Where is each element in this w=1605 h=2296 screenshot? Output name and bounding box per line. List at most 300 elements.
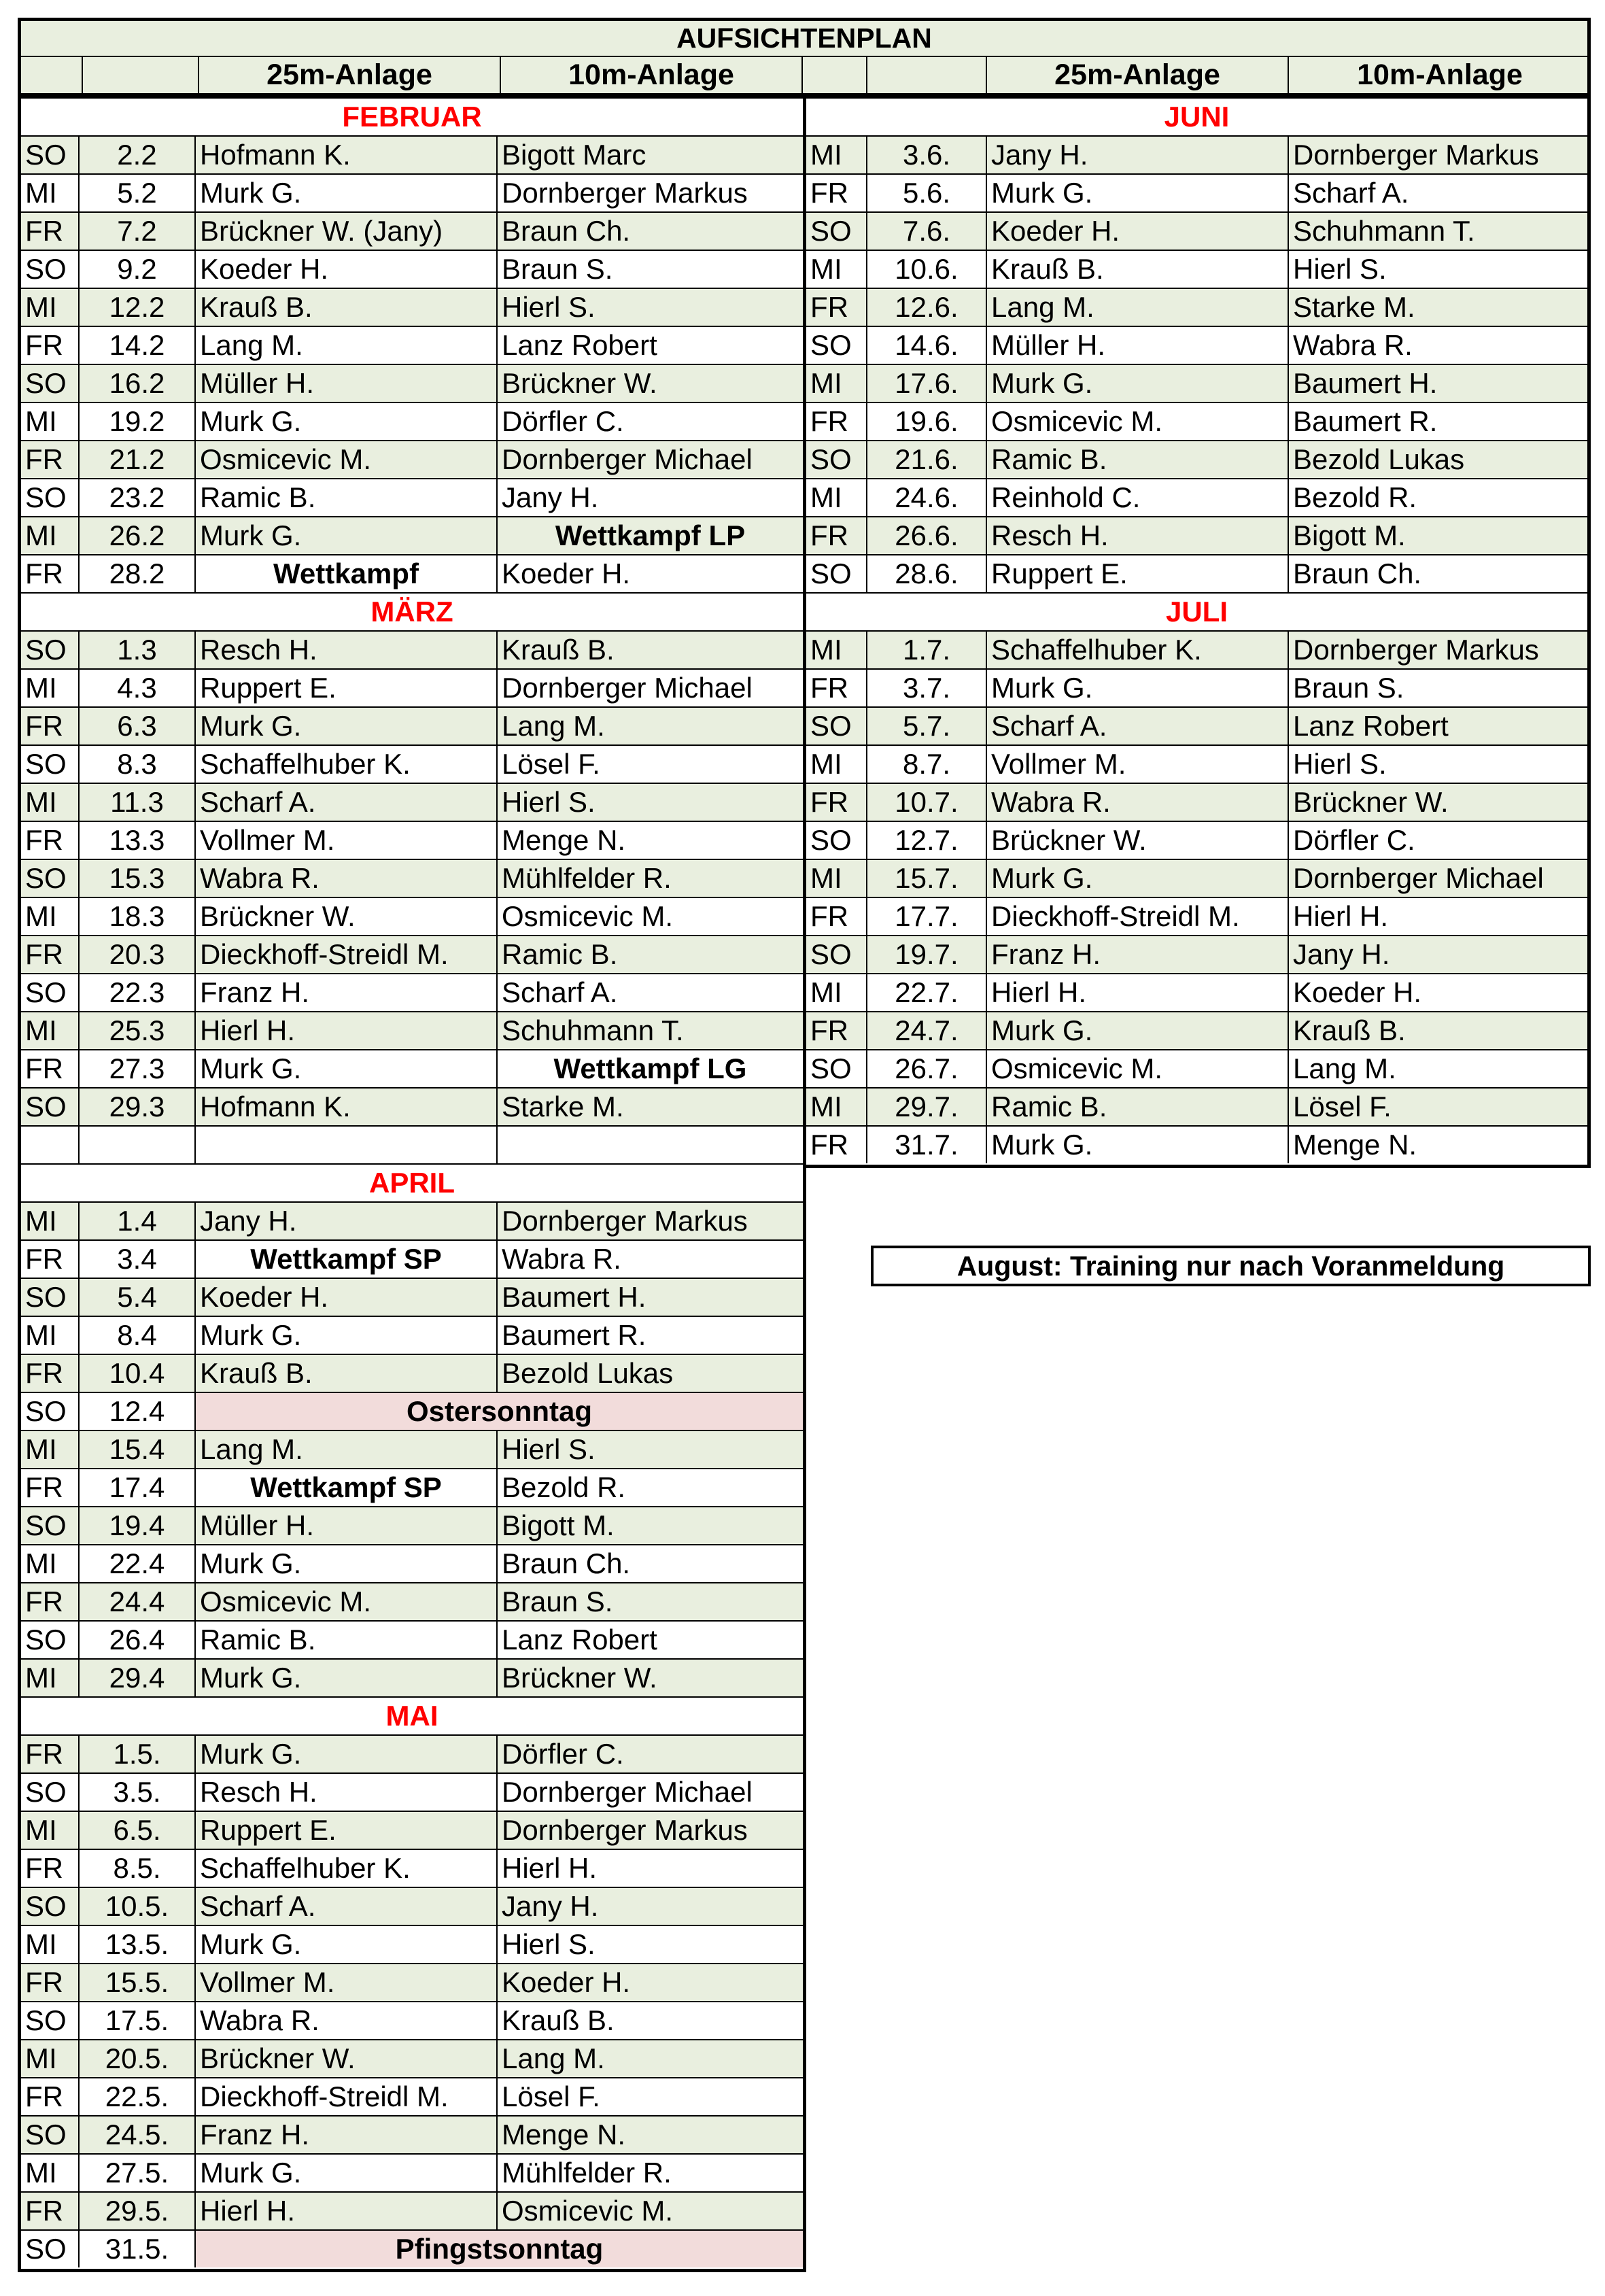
- supervisor-10m-cell: Wettkampf LG: [553, 1052, 747, 1084]
- weekday-cell: MI: [21, 289, 80, 326]
- weekday-cell: SO: [806, 1050, 867, 1087]
- holiday-cell: Pfingstsonntag: [196, 2231, 803, 2267]
- date-cell: 27.5.: [80, 2155, 196, 2191]
- schedule-row: [806, 1050, 1587, 1089]
- date-cell: 29.5.: [80, 2193, 196, 2229]
- supervisor-10m-cell: Lösel F.: [502, 2080, 600, 2112]
- weekday-cell: MI: [21, 670, 80, 706]
- supervisor-25m-cell: Jany H.: [987, 137, 1289, 173]
- weekday-cell: MI: [806, 974, 867, 1011]
- supervisor-10m-cell: Koeder H.: [502, 1966, 631, 1998]
- weekday-cell: MI: [21, 517, 80, 554]
- supervisor-25m-cell: Müller H.: [196, 1507, 498, 1544]
- supervisor-25m-cell: Brückner W.: [987, 822, 1289, 859]
- weekday-cell: MI: [21, 2040, 80, 2077]
- weekday-cell: [21, 1127, 80, 1163]
- supervisor-25m-cell: Brückner W. (Jany): [196, 213, 498, 250]
- supervisor-25m-cell: Ramic B.: [987, 441, 1289, 478]
- supervisor-25m-cell: Koeder H.: [196, 1279, 498, 1316]
- weekday-cell: FR: [21, 441, 80, 478]
- plan-title: AUFSICHTENPLAN: [18, 18, 1591, 57]
- supervisor-10m-cell: Osmicevic M.: [502, 900, 673, 932]
- date-cell: 25.3: [80, 1012, 196, 1049]
- schedule-row: [21, 441, 803, 479]
- date-cell: 29.4: [80, 1660, 196, 1696]
- date-cell: 31.5.: [80, 2231, 196, 2267]
- supervisor-25m-cell: Murk G.: [987, 365, 1289, 402]
- schedule-row: [806, 517, 1587, 555]
- supervisor-10m-cell: Wettkampf LP: [555, 519, 746, 551]
- schedule-row: [21, 1660, 803, 1698]
- supervisor-10m-cell: Krauß B.: [1293, 1014, 1406, 1046]
- date-cell: 10.6.: [867, 251, 987, 288]
- weekday-cell: SO: [21, 746, 80, 783]
- schedule-row: [21, 1622, 803, 1660]
- weekday-cell: FR: [21, 936, 80, 973]
- weekday-cell: FR: [806, 784, 867, 821]
- weekday-cell: SO: [21, 1089, 80, 1125]
- header-25m-left: 25m-Anlage: [199, 57, 501, 93]
- weekday-cell: FR: [21, 1850, 80, 1887]
- schedule-row: [806, 251, 1587, 289]
- month-header: APRIL: [21, 1165, 803, 1203]
- date-cell: 24.6.: [867, 479, 987, 516]
- date-cell: 15.5.: [80, 1964, 196, 2001]
- schedule-row: [806, 479, 1587, 517]
- weekday-cell: SO: [806, 936, 867, 973]
- weekday-cell: MI: [806, 860, 867, 897]
- weekday-cell: SO: [21, 1279, 80, 1316]
- supervisor-10m-cell: Jany H.: [1293, 938, 1390, 970]
- schedule-row: [21, 2155, 803, 2193]
- date-cell: 1.7.: [867, 632, 987, 668]
- supervisor-10m-cell: Hierl S.: [1293, 253, 1387, 285]
- supervisor-25m-cell: Hofmann K.: [196, 137, 498, 173]
- supervisor-25m-cell: Dieckhoff-Streidl M.: [196, 2078, 498, 2115]
- weekday-cell: FR: [21, 1583, 80, 1620]
- date-cell: 1.3: [80, 632, 196, 668]
- weekday-cell: FR: [806, 1012, 867, 1049]
- supervisor-10m-cell: Osmicevic M.: [502, 2195, 673, 2227]
- schedule-row: [21, 2078, 803, 2117]
- schedule-row: [21, 898, 803, 936]
- supervisor-10m-cell: Bezold Lukas: [502, 1357, 674, 1389]
- date-cell: 5.7.: [867, 708, 987, 744]
- date-cell: 15.4: [80, 1431, 196, 1468]
- schedule-row: [21, 1089, 803, 1127]
- date-cell: 17.6.: [867, 365, 987, 402]
- supervisor-10m-cell: Lösel F.: [1293, 1091, 1392, 1123]
- weekday-cell: FR: [21, 327, 80, 364]
- date-cell: 31.7.: [867, 1127, 987, 1163]
- supervisor-10m-cell: Dornberger Markus: [502, 1814, 748, 1846]
- supervisor-10m-cell: Bigott M.: [1293, 519, 1406, 551]
- date-cell: 17.4: [80, 1469, 196, 1506]
- schedule-row: [806, 898, 1587, 936]
- supervisor-10m-cell: Jany H.: [502, 481, 599, 513]
- weekday-cell: MI: [21, 784, 80, 821]
- header-empty-cell: [83, 57, 199, 93]
- supervisor-10m-cell: Bigott Marc: [502, 139, 646, 171]
- weekday-cell: FR: [21, 1964, 80, 2001]
- supervisor-25m-cell: Murk G.: [987, 1127, 1289, 1163]
- supervisor-10m-cell: Bezold R.: [1293, 481, 1417, 513]
- date-cell: 26.6.: [867, 517, 987, 554]
- weekday-cell: SO: [806, 213, 867, 250]
- date-cell: 10.7.: [867, 784, 987, 821]
- header-empty-cell: [803, 57, 867, 93]
- weekday-cell: SO: [21, 365, 80, 402]
- supervisor-25m-cell: Vollmer M.: [196, 822, 498, 859]
- date-cell: 5.2: [80, 175, 196, 211]
- supervisor-10m-cell: Wabra R.: [1293, 329, 1413, 361]
- supervisor-25m-cell: Schaffelhuber K.: [196, 1850, 498, 1887]
- supervisor-25m-cell: Resch H.: [196, 1774, 498, 1811]
- date-cell: 2.2: [80, 137, 196, 173]
- supervisor-25m-cell: Murk G.: [196, 403, 498, 440]
- supervisor-10m-cell: Krauß B.: [502, 2004, 615, 2036]
- supervisor-10m-cell: Lanz Robert: [502, 1624, 657, 1656]
- supervisor-10m-cell: Scharf A.: [1293, 177, 1409, 209]
- weekday-cell: MI: [806, 365, 867, 402]
- supervisor-25m-cell: Murk G.: [196, 517, 498, 554]
- supervisor-25m-cell: Brückner W.: [196, 898, 498, 935]
- weekday-cell: SO: [806, 708, 867, 744]
- date-cell: 12.4: [80, 1393, 196, 1430]
- date-cell: 21.2: [80, 441, 196, 478]
- schedule-row: [806, 327, 1587, 365]
- schedule-row: [806, 289, 1587, 327]
- supervisor-25m-cell: Hierl H.: [196, 2193, 498, 2229]
- weekday-cell: MI: [21, 1012, 80, 1049]
- supervisor-25m-cell: Dieckhoff-Streidl M.: [196, 936, 498, 973]
- supervisor-25m-cell: Müller H.: [196, 365, 498, 402]
- supervisor-10m-cell: Dornberger Michael: [502, 1776, 753, 1808]
- supervisor-25m-cell: Ruppert E.: [196, 670, 498, 706]
- supervisor-25m-cell: Murk G.: [987, 670, 1289, 706]
- schedule-row: [21, 1127, 803, 1165]
- supervisor-25m-cell: Krauß B.: [987, 251, 1289, 288]
- supervisor-25m-cell: Franz H.: [987, 936, 1289, 973]
- weekday-cell: SO: [21, 137, 80, 173]
- date-cell: 14.6.: [867, 327, 987, 364]
- supervisor-25m-cell: Franz H.: [196, 2117, 498, 2153]
- schedule-row: [806, 1089, 1587, 1127]
- supervisor-10m-cell: Braun Ch.: [502, 215, 631, 247]
- schedule-row: [21, 670, 803, 708]
- supervisor-25m-cell: Osmicevic M.: [987, 1050, 1289, 1087]
- supervisor-10m-cell: Braun S.: [502, 1586, 613, 1617]
- weekday-cell: FR: [21, 708, 80, 744]
- date-cell: 15.7.: [867, 860, 987, 897]
- supervisor-10m-cell: Hierl S.: [502, 1433, 596, 1465]
- supervisor-25m-cell: Vollmer M.: [987, 746, 1289, 783]
- supervisor-10m-cell: Menge N.: [502, 824, 626, 856]
- supervisor-10m-cell: Lanz Robert: [1293, 710, 1449, 742]
- date-cell: 26.2: [80, 517, 196, 554]
- date-cell: 26.7.: [867, 1050, 987, 1087]
- weekday-cell: FR: [21, 1241, 80, 1278]
- schedule-row: [21, 1393, 803, 1431]
- weekday-cell: FR: [21, 2193, 80, 2229]
- supervisor-25m-cell: Schaffelhuber K.: [987, 632, 1289, 668]
- supervisor-25m-cell: Osmicevic M.: [196, 441, 498, 478]
- supervisor-25m-cell: Osmicevic M.: [196, 1583, 498, 1620]
- supervisor-10m-cell: Braun Ch.: [502, 1547, 631, 1579]
- date-cell: 5.6.: [867, 175, 987, 211]
- weekday-cell: FR: [21, 1736, 80, 1772]
- weekday-cell: SO: [21, 2117, 80, 2153]
- header-10m-right: 10m-Anlage: [1357, 58, 1523, 91]
- schedule-row: [806, 137, 1587, 175]
- supervisor-10m-cell: Lang M.: [502, 2042, 605, 2074]
- schedule-row: [21, 632, 803, 670]
- weekday-cell: FR: [806, 175, 867, 211]
- weekday-cell: FR: [21, 555, 80, 592]
- schedule-row: [806, 974, 1587, 1012]
- supervisor-25m-cell: Murk G.: [987, 860, 1289, 897]
- supervisor-10m-cell: Lang M.: [502, 710, 605, 742]
- weekday-cell: SO: [806, 555, 867, 592]
- schedule-row: [21, 479, 803, 517]
- weekday-cell: MI: [21, 403, 80, 440]
- supervisor-25m-cell: Ramic B.: [196, 479, 498, 516]
- weekday-cell: FR: [806, 289, 867, 326]
- schedule-row: [806, 441, 1587, 479]
- schedule-row: [21, 2231, 803, 2269]
- supervisor-10m-cell: Baumert R.: [1293, 405, 1438, 437]
- supervisor-10m-cell: Dornberger Markus: [1293, 634, 1539, 666]
- weekday-cell: FR: [21, 822, 80, 859]
- date-cell: 11.3: [80, 784, 196, 821]
- supervisor-25m-cell: Ramic B.: [987, 1089, 1289, 1125]
- schedule-row: [806, 175, 1587, 213]
- schedule-row: [21, 784, 803, 822]
- date-cell: 7.6.: [867, 213, 987, 250]
- month-header: MÄRZ: [21, 594, 803, 632]
- supervisor-25m-cell: Müller H.: [987, 327, 1289, 364]
- supervisor-10m-cell: Dörfler C.: [1293, 824, 1415, 856]
- supervisor-10m-cell: Mühlfelder R.: [502, 2157, 672, 2189]
- weekday-cell: MI: [21, 898, 80, 935]
- date-cell: 3.6.: [867, 137, 987, 173]
- schedule-row: [21, 1812, 803, 1850]
- supervisor-10m-cell: Dornberger Michael: [502, 443, 753, 475]
- date-cell: 20.3: [80, 936, 196, 973]
- supervisor-25m-cell: Murk G.: [196, 1050, 498, 1087]
- supervisor-25m-cell: Hierl H.: [196, 1012, 498, 1049]
- schedule-row: [21, 327, 803, 365]
- supervisor-10m-cell: Scharf A.: [502, 976, 618, 1008]
- supervisor-10m-cell: Hierl S.: [502, 786, 596, 818]
- schedule-row: [806, 632, 1587, 670]
- date-cell: 1.5.: [80, 1736, 196, 1772]
- supervisor-25m-cell: Murk G.: [196, 708, 498, 744]
- date-cell: 8.3: [80, 746, 196, 783]
- supervisor-10m-cell: Dornberger Michael: [1293, 862, 1544, 894]
- schedule-row: [21, 1583, 803, 1622]
- weekday-cell: FR: [806, 898, 867, 935]
- weekday-cell: MI: [21, 2155, 80, 2191]
- schedule-row: [21, 1926, 803, 1964]
- schedule-row: [21, 1431, 803, 1469]
- supervisor-10m-cell: Schuhmann T.: [1293, 215, 1475, 247]
- schedule-row: [21, 1888, 803, 1926]
- schedule-row: [806, 746, 1587, 784]
- supervisor-10m-cell: Bezold R.: [502, 1471, 626, 1503]
- date-cell: 12.2: [80, 289, 196, 326]
- supervisor-10m-cell: Dörfler C.: [502, 405, 624, 437]
- date-cell: 12.7.: [867, 822, 987, 859]
- schedule-row: [21, 1203, 803, 1241]
- schedule-row: [21, 1012, 803, 1050]
- weekday-cell: FR: [806, 670, 867, 706]
- supervisor-10m-cell: Bigott M.: [502, 1509, 615, 1541]
- supervisor-25m-cell: Murk G.: [196, 1926, 498, 1963]
- weekday-cell: SO: [21, 1774, 80, 1811]
- supervisor-10m-cell: Bezold Lukas: [1293, 443, 1465, 475]
- weekday-cell: SO: [21, 974, 80, 1011]
- schedule-row: [806, 670, 1587, 708]
- supervisor-25m-cell: Wabra R.: [987, 784, 1289, 821]
- supervisor-25m-cell: Murk G.: [196, 175, 498, 211]
- supervisor-10m-cell: Brückner W.: [502, 1662, 657, 1694]
- date-cell: 6.3: [80, 708, 196, 744]
- date-cell: 17.5.: [80, 2002, 196, 2039]
- schedule-row: [21, 1317, 803, 1355]
- schedule-row: [806, 936, 1587, 974]
- weekday-cell: SO: [21, 1622, 80, 1658]
- supervisor-25m-cell: Wabra R.: [196, 860, 498, 897]
- weekday-cell: SO: [21, 1393, 80, 1430]
- schedule-row: [806, 1127, 1587, 1165]
- month-header: JUNI: [806, 99, 1587, 137]
- date-cell: 13.5.: [80, 1926, 196, 1963]
- date-cell: 1.4: [80, 1203, 196, 1239]
- schedule-row: [806, 1012, 1587, 1050]
- schedule-row: [21, 1545, 803, 1583]
- supervisor-10m-cell: Dornberger Markus: [502, 177, 748, 209]
- weekday-cell: MI: [21, 1317, 80, 1354]
- supervisor-25m-cell: Krauß B.: [196, 289, 498, 326]
- supervisor-25m-cell: Murk G.: [196, 1660, 498, 1696]
- date-cell: 19.7.: [867, 936, 987, 973]
- date-cell: 22.3: [80, 974, 196, 1011]
- weekday-cell: SO: [21, 251, 80, 288]
- schedule-row: [21, 137, 803, 175]
- supervisor-25m-cell: Wettkampf SP: [196, 1241, 498, 1278]
- weekday-cell: MI: [806, 251, 867, 288]
- supervisor-25m-cell: Resch H.: [987, 517, 1289, 554]
- date-cell: 5.4: [80, 1279, 196, 1316]
- schedule-row: [21, 1507, 803, 1545]
- schedule-row: [806, 822, 1587, 860]
- header-empty-cell: [867, 57, 987, 93]
- supervisor-25m-cell: Brückner W.: [196, 2040, 498, 2077]
- date-cell: 19.6.: [867, 403, 987, 440]
- weekday-cell: SO: [21, 479, 80, 516]
- supervisor-10m-cell: Menge N.: [502, 2119, 626, 2151]
- supervisor-25m-cell: Jany H.: [196, 1203, 498, 1239]
- weekday-cell: MI: [21, 1203, 80, 1239]
- date-cell: 18.3: [80, 898, 196, 935]
- schedule-row: [21, 1736, 803, 1774]
- weekday-cell: MI: [21, 1926, 80, 1963]
- date-cell: 28.2: [80, 555, 196, 592]
- header-25m-right: 25m-Anlage: [987, 57, 1289, 93]
- schedule-row: [21, 1774, 803, 1812]
- date-cell: 14.2: [80, 327, 196, 364]
- weekday-cell: MI: [21, 1431, 80, 1468]
- supervisor-25m-cell: Murk G.: [196, 1736, 498, 1772]
- schedule-row: [21, 974, 803, 1012]
- supervisor-25m-cell: Koeder H.: [196, 251, 498, 288]
- date-cell: 8.4: [80, 1317, 196, 1354]
- supervisor-25m-cell: Vollmer M.: [196, 1964, 498, 2001]
- weekday-cell: SO: [806, 822, 867, 859]
- weekday-cell: MI: [21, 1812, 80, 1849]
- supervisor-10m-cell: Hierl S.: [502, 291, 596, 323]
- supervisor-10m-cell: Hierl S.: [1293, 748, 1387, 780]
- supervisor-10m-cell: Krauß B.: [502, 634, 615, 666]
- month-header: JULI: [806, 594, 1587, 632]
- supervisor-25m-cell: Hierl H.: [987, 974, 1289, 1011]
- schedule-row: [21, 1279, 803, 1317]
- weekday-cell: SO: [21, 2231, 80, 2267]
- supervisor-25m-cell: Ramic B.: [196, 1622, 498, 1658]
- weekday-cell: SO: [21, 2002, 80, 2039]
- schedule-row: [21, 175, 803, 213]
- supervisor-10m-cell: Lanz Robert: [502, 329, 657, 361]
- supervisor-10m-cell: Braun S.: [502, 253, 613, 285]
- month-header: MAI: [21, 1698, 803, 1736]
- date-cell: 24.4: [80, 1583, 196, 1620]
- supervisor-10m-cell: Braun S.: [1293, 672, 1404, 704]
- weekday-cell: SO: [806, 441, 867, 478]
- supervisor-10m-cell: [498, 1127, 803, 1163]
- date-cell: 9.2: [80, 251, 196, 288]
- supervisor-10m-cell: Lösel F.: [502, 748, 600, 780]
- date-cell: 12.6.: [867, 289, 987, 326]
- supervisor-25m-cell: Scharf A.: [196, 784, 498, 821]
- supervisor-10m-cell: Wabra R.: [502, 1243, 621, 1275]
- date-cell: 19.2: [80, 403, 196, 440]
- date-cell: [80, 1127, 196, 1163]
- supervisor-10m-cell: Baumert H.: [502, 1281, 646, 1313]
- supervisor-10m-cell: Ramic B.: [502, 938, 618, 970]
- supervisor-10m-cell: Lang M.: [1293, 1052, 1396, 1084]
- schedule-row: [21, 708, 803, 746]
- supervisor-10m-cell: Hierl H.: [502, 1852, 598, 1884]
- weekday-cell: SO: [21, 1507, 80, 1544]
- supervisor-25m-cell: Schaffelhuber K.: [196, 746, 498, 783]
- schedule-row: [21, 213, 803, 251]
- weekday-cell: FR: [806, 403, 867, 440]
- schedule-row: [21, 517, 803, 555]
- weekday-cell: MI: [21, 1545, 80, 1582]
- date-cell: 15.3: [80, 860, 196, 897]
- supervisor-10m-cell: Hierl H.: [1293, 900, 1389, 932]
- weekday-cell: SO: [806, 327, 867, 364]
- weekday-cell: SO: [21, 860, 80, 897]
- weekday-cell: SO: [21, 1888, 80, 1925]
- supervisor-25m-cell: Ruppert E.: [987, 555, 1289, 592]
- schedule-row: [21, 2117, 803, 2155]
- supervisor-25m-cell: Krauß B.: [196, 1355, 498, 1392]
- left-schedule-column: [18, 95, 806, 2272]
- date-cell: 20.5.: [80, 2040, 196, 2077]
- schedule-row: [21, 1469, 803, 1507]
